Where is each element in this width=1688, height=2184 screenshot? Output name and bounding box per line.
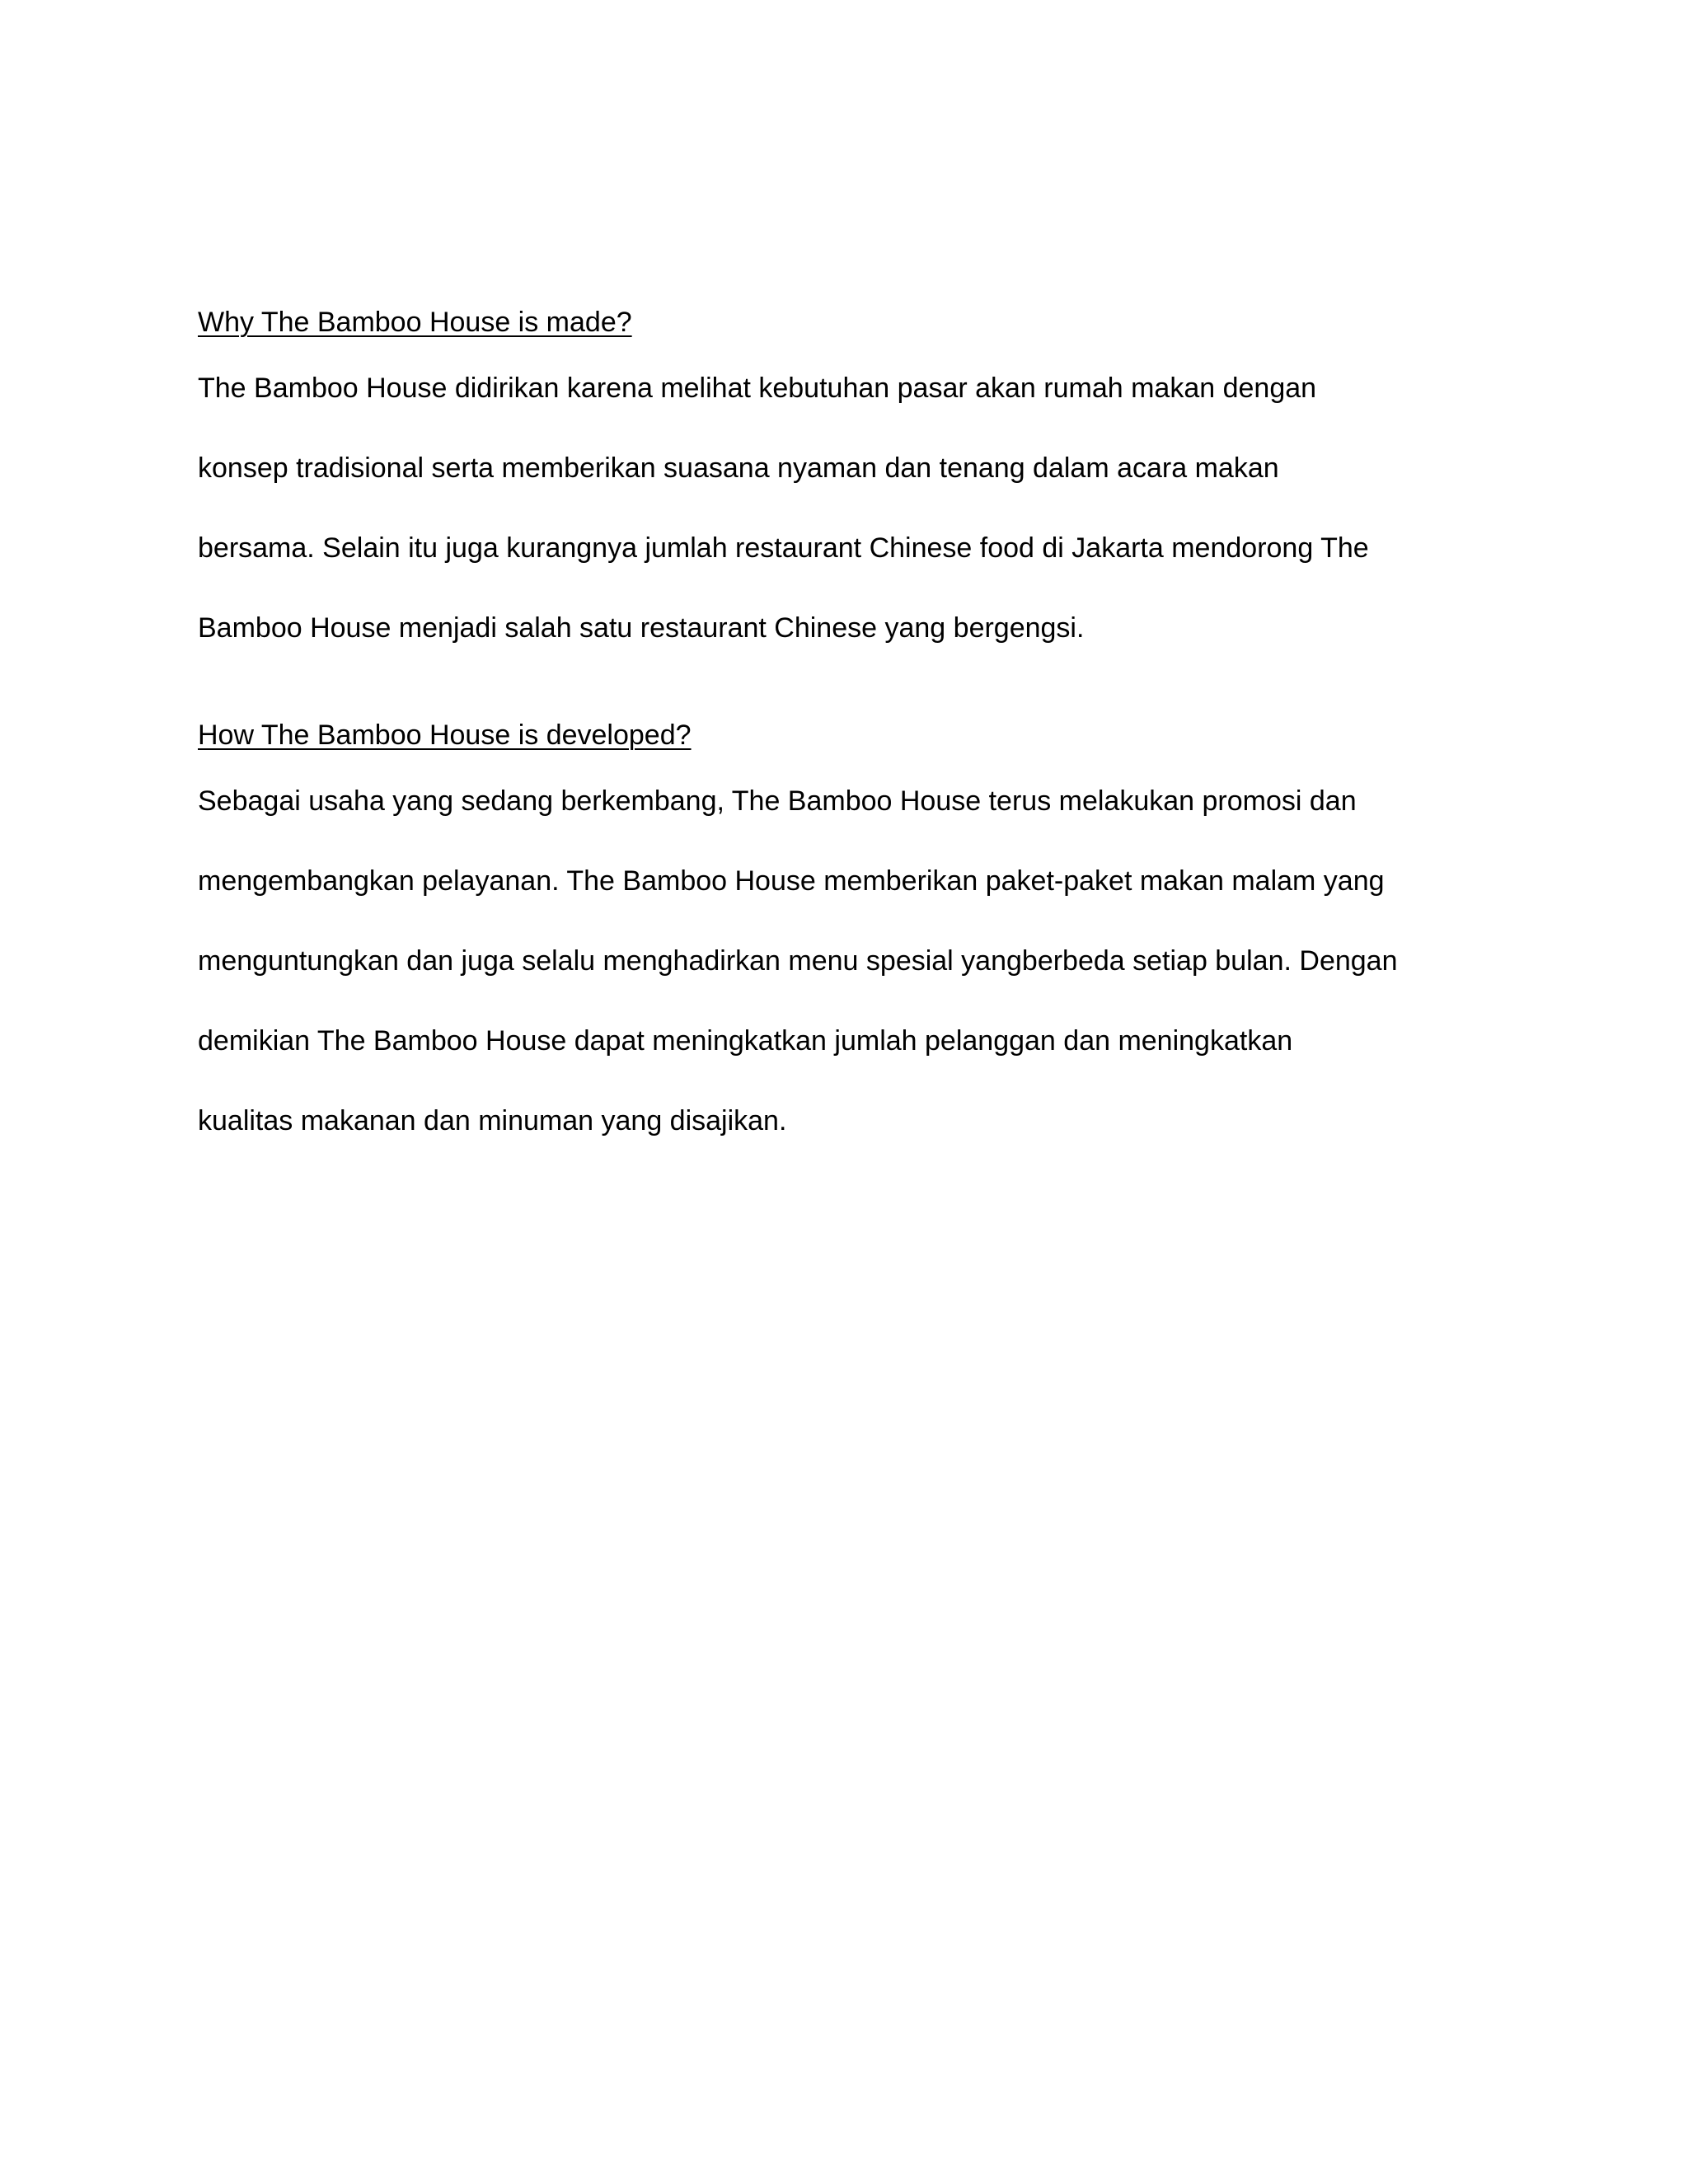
paragraph-line: demikian The Bamboo House dapat meningkatkan jumlah pelanggan dan meningkatkan [198, 1025, 1293, 1057]
paragraph-line: konsep tradisional serta memberikan suasana nyaman dan tenang dalam acara makan [198, 452, 1279, 484]
paragraph-line: kualitas makanan dan minuman yang disajikan. [198, 1105, 787, 1137]
paragraph-line: The Bamboo House didirikan karena melihat kebutuhan pasar akan rumah makan dengan [198, 373, 1317, 404]
paragraph-line: mengembangkan pelayanan. The Bamboo House memberikan paket-paket makan malam yang [198, 865, 1385, 897]
paragraph-line: bersama. Selain itu juga kurangnya jumlah restaurant Chinese food di Jakarta mendorong The [198, 532, 1369, 564]
paragraph-line: menguntungkan dan juga selalu menghadirkan menu spesial yangberbeda setiap bulan. Dengan [198, 945, 1398, 977]
paragraph-line: Bamboo House menjadi salah satu restaurant Chinese yang bergengsi. [198, 612, 1085, 644]
section-heading-why: Why The Bamboo House is made? [198, 307, 632, 338]
paragraph-line: Sebagai usaha yang sedang berkembang, The Bamboo House terus melakukan promosi dan [198, 785, 1357, 817]
section-heading-how: How The Bamboo House is developed? [198, 719, 692, 751]
